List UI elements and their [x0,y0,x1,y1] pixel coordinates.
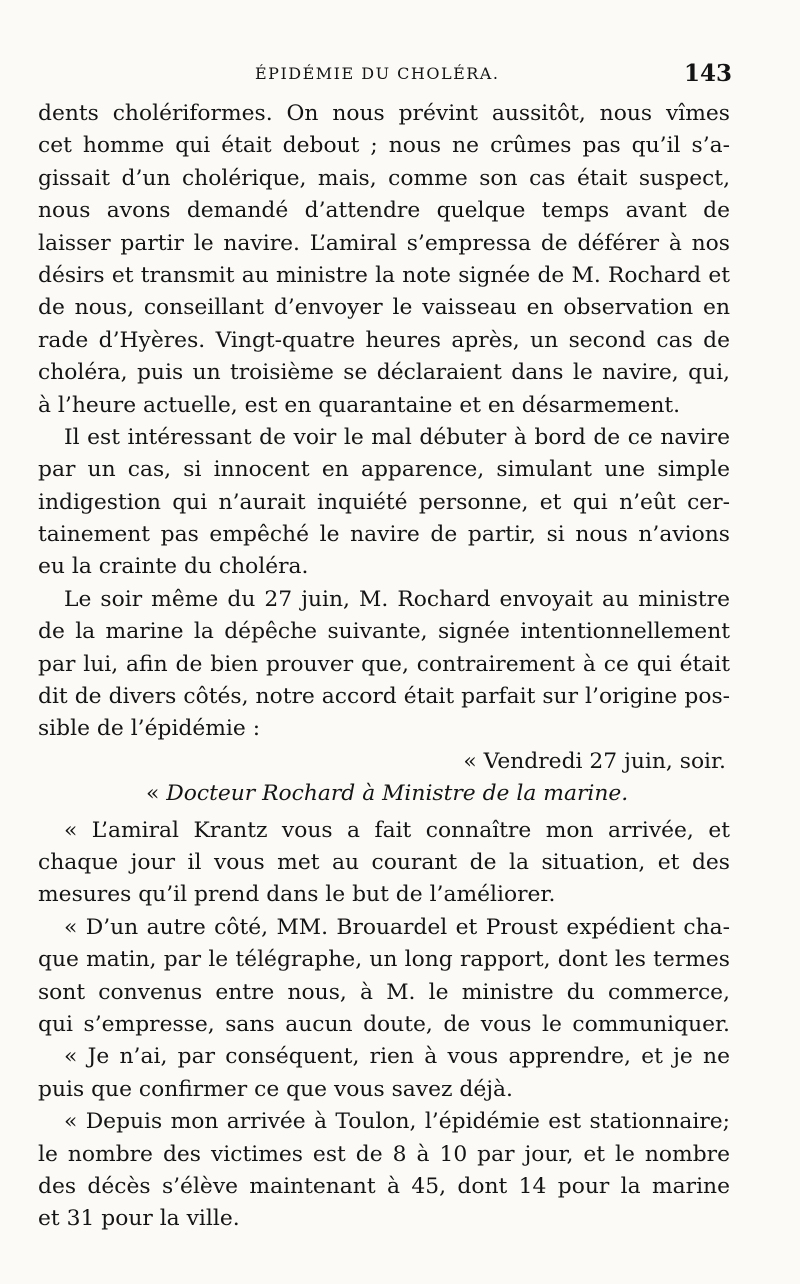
text-line: choléra, puis un troisième se déclaraient dans le navire, qui, [38,360,730,386]
text-line: gissait d’un cholérique, mais, comme son cas était suspect, [38,165,730,191]
text-line: rade d’Hyères. Vingt-quatre heures après, un second cas de [38,327,730,353]
text-line: chaque jour il vous met au courant de la situation, et des [38,849,730,875]
text-line: le nombre des victimes est de 8 à 10 par jour, et le nombre [38,1141,730,1167]
text-line: de nous, conseillant d’envoyer le vaisseau en observation en [38,295,730,321]
text-line: dents cholériformes. On nous prévint aussitôt, nous vîmes [38,101,730,126]
dispatch-heading-quote: « [146,781,167,807]
text-line: qui s’empresse, sans aucun doute, de vous le communiquer. [38,1011,730,1037]
text-line: indigestion qui n’aurait inquiété personne, et qui n’eût cer- [38,489,730,515]
text-line: que matin, par le télégraphe, un long rapport, dont les termes [38,947,730,973]
text-line: cet homme qui était debout ; nous ne crûmes pas qu’il s’a- [38,133,730,159]
text-line: mesures qu’il prend dans le but de l’améliorer. [38,882,556,908]
text-line: à l’heure actuelle, est en quarantaine et en désarmement. [38,392,681,418]
paragraph-start-line: « Je n’ai, par conséquent, rien à vous apprendre, et je ne [64,1044,730,1070]
dispatch-dateline: « Vendredi 27 juin, soir. [463,748,726,774]
text-line: dit de divers côtés, notre accord était parfait sur l’origine pos- [38,684,730,710]
text-line: de la marine la dépêche suivante, signée intentionnellement [38,619,730,645]
text-line: sible de l’épidémie : [38,716,261,742]
running-header [0,58,800,92]
paragraph-start-line: « Depuis mon arrivée à Toulon, l’épidémie est stationnaire; [64,1109,730,1135]
text-line: et 31 pour la ville. [38,1206,240,1232]
dispatch-heading-text: Docteur Rochard à Ministre de la marine. [166,781,629,807]
text-line: nous avons demandé d’attendre quelque temps avant de [38,198,730,224]
dispatch-heading [38,778,730,810]
text-line: laisser partir le navire. L’amiral s’empressa de déférer à nos [38,230,730,256]
text-line: par lui, afin de bien prouver que, contrairement à ce qui était [38,651,730,677]
paragraph-start-line: « D’un autre côté, MM. Brouardel et Proust expédient cha- [64,914,730,940]
paragraph-start-line: Le soir même du 27 juin, M. Rochard envoyait au ministre [64,586,730,612]
text-line: désirs et transmit au ministre la note signée de M. Rochard et [38,262,730,288]
text-line: sont convenus entre nous, à M. le ministre du commerce, [38,979,730,1005]
page-number: 143 [683,60,732,87]
text-line: eu la crainte du choléra. [38,554,309,580]
body-text [38,98,730,1236]
text-line: puis que confirmer ce que vous savez déjà. [38,1076,513,1102]
paragraph-start-line: « L’amiral Krantz vous a fait connaître mon arrivée, et [64,817,730,843]
text-line: des décès s’élève maintenant à 45, dont 14 pour la marine [38,1173,730,1199]
text-line: par un cas, si innocent en apparence, simulant une simple [38,457,730,483]
running-title: ÉPIDÉMIE DU CHOLÉRA. [255,64,500,83]
text-line: tainement pas empêché le navire de partir, si nous n’avions [38,522,730,548]
paragraph-start-line: Il est intéressant de voir le mal débuter à bord de ce navire [64,424,730,450]
